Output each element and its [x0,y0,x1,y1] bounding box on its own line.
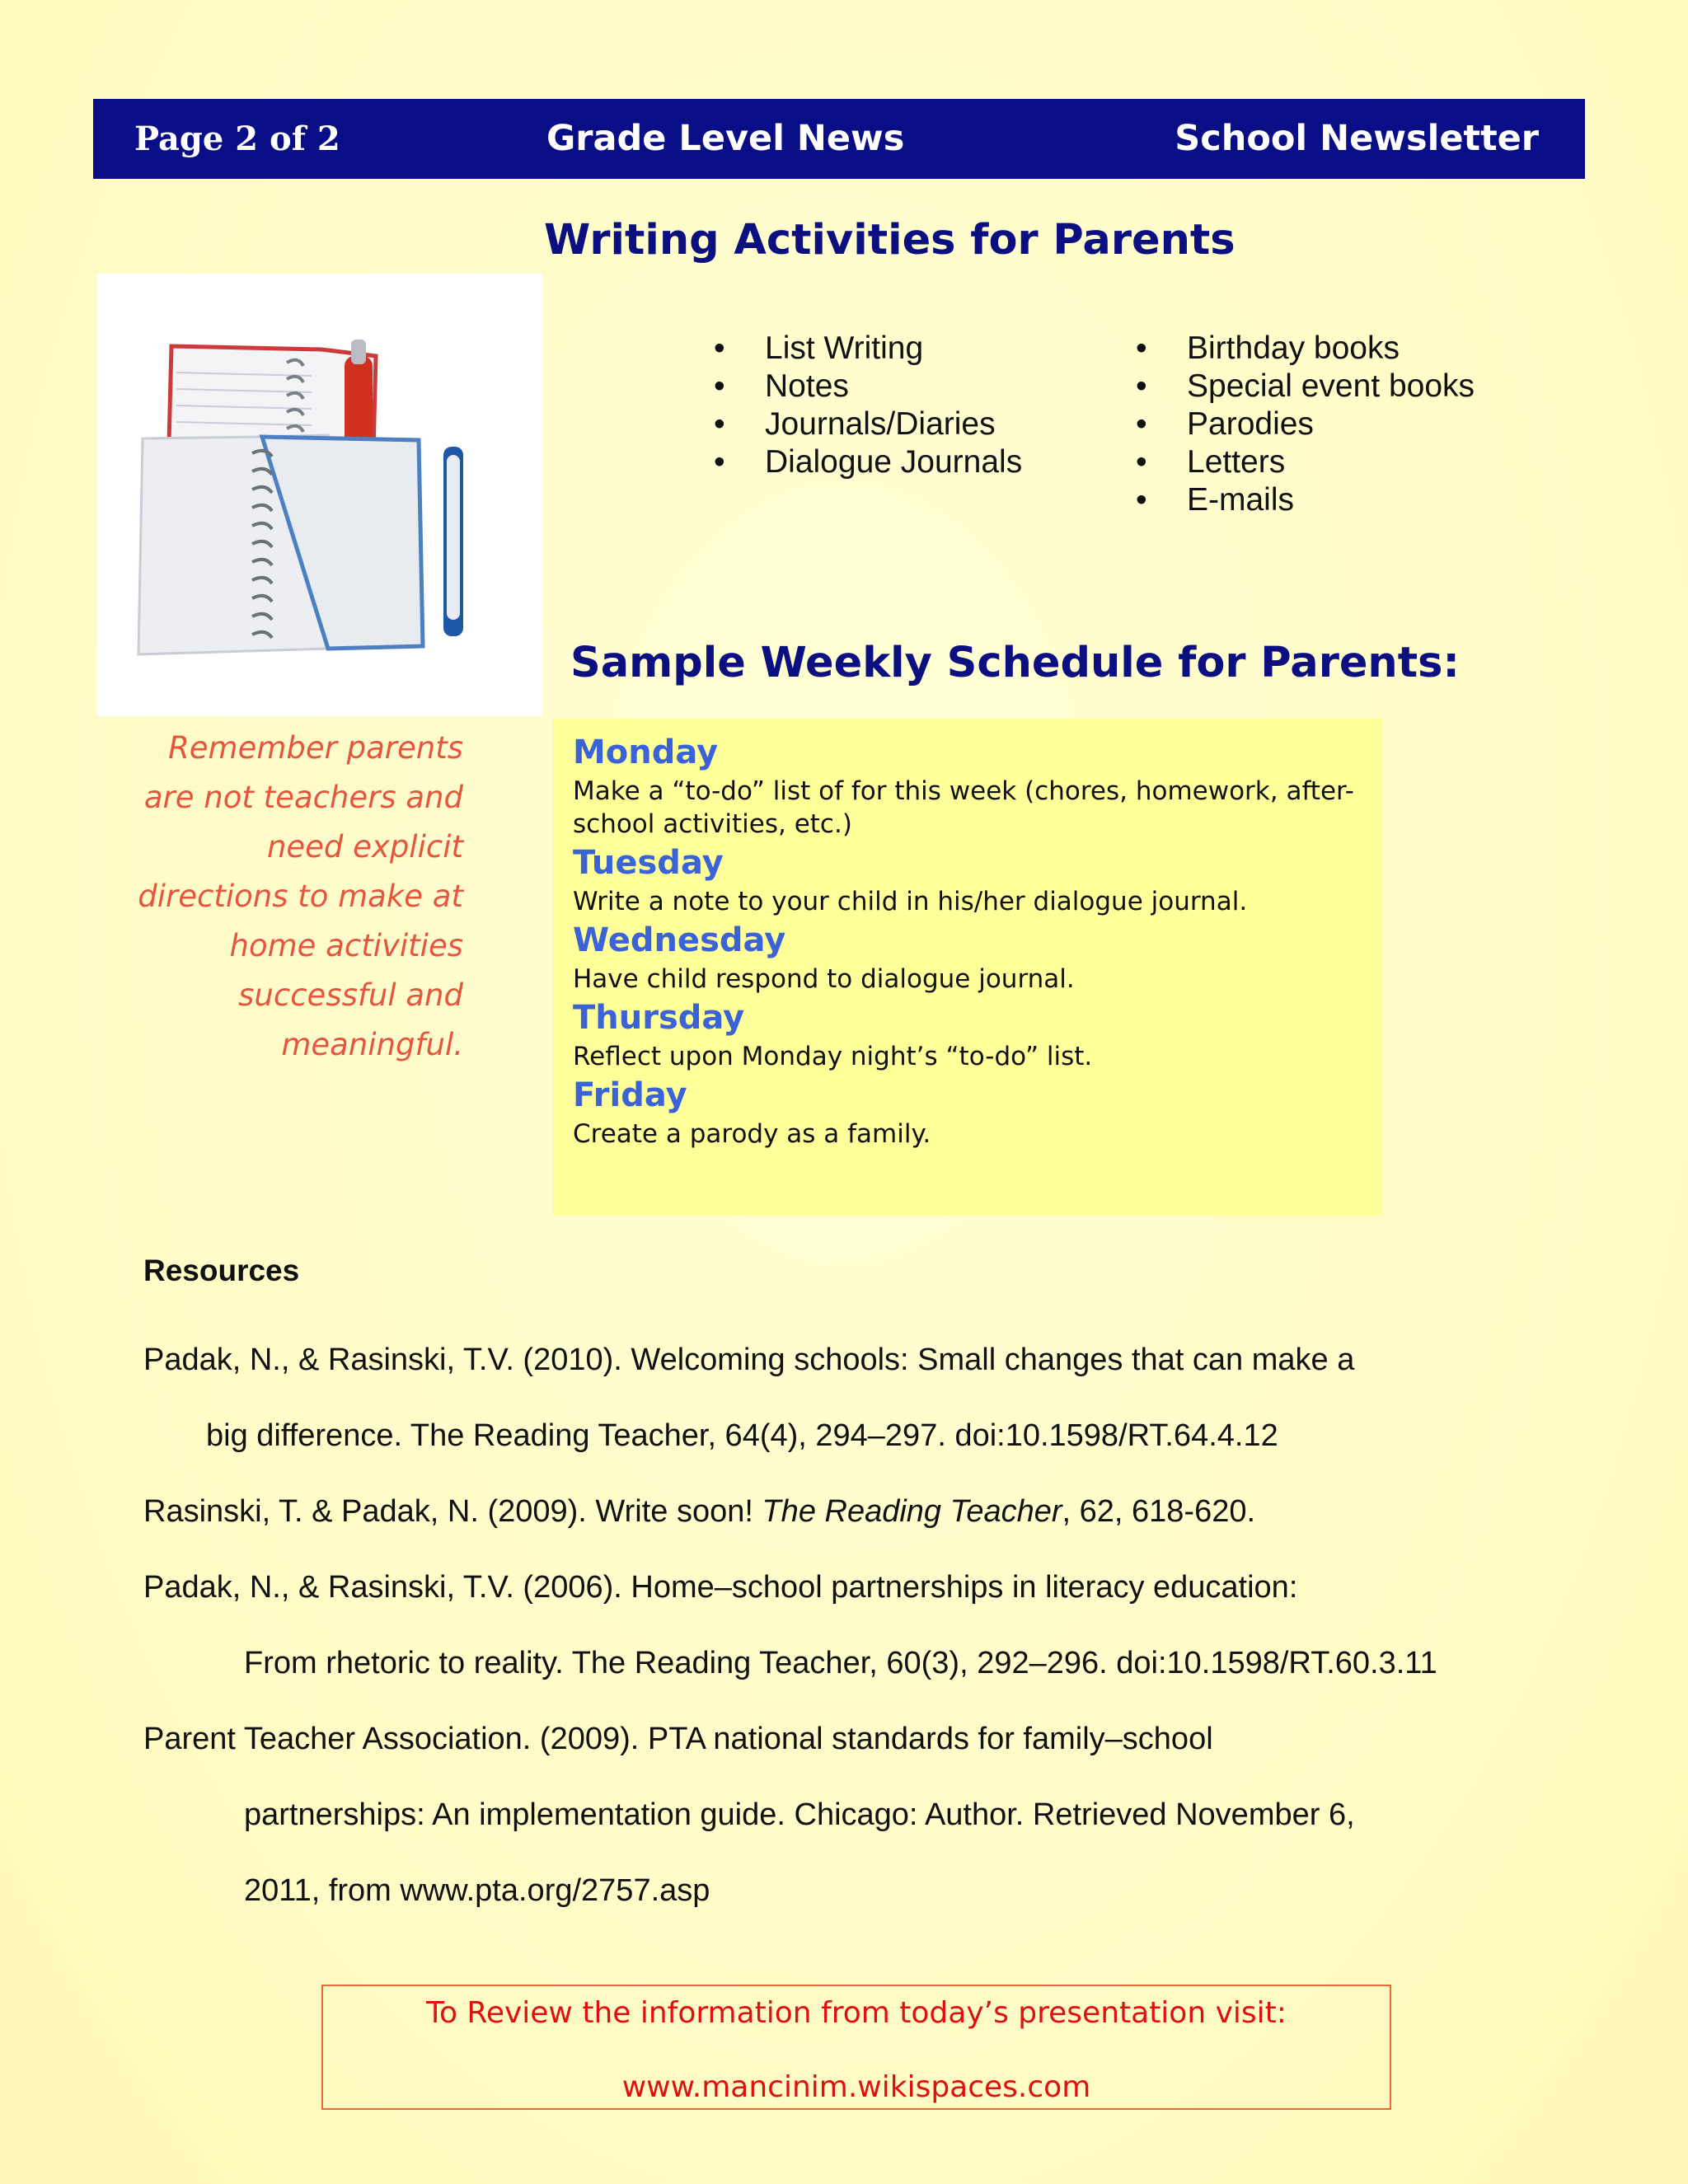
resources-section [143,1246,1611,1929]
reference-line: big difference. The Reading Teacher, 64(4), 294–297. doi:10.1598/RT.64.4.12 [206,1418,1278,1453]
page-number: Page 2 of 2 [134,120,340,158]
header-bar [93,99,1585,179]
day-thursday-text: Reflect upon Monday night’s “to-do” list. [573,1042,1093,1071]
schedule-title: Sample Weekly Schedule for Parents: [570,639,1460,687]
review-link[interactable]: www.mancinim.wikispaces.com [621,2070,1091,2104]
writing-activities-title: Writing Activities for Parents [544,216,1236,265]
section-title: Grade Level News [546,118,905,159]
newsletter-title: School Newsletter [1175,118,1539,159]
review-text: To Review the information from today’s presentation visit: [426,1996,1287,2030]
review-box [321,1985,1391,2110]
list-item: • E-mails [1136,482,1295,518]
day-wednesday-text: Have child respond to dialogue journal. [573,964,1075,994]
reference-line: Padak, N., & Rasinski, T.V. (2010). Welcoming schools: Small changes that can make a [143,1343,1355,1377]
reference-line: Parent Teacher Association. (2009). PTA national standards for family–school [143,1722,1213,1756]
list-item: • Parodies [1136,406,1314,442]
list-item: • Notes [714,368,849,404]
reference-line: Padak, N., & Rasinski, T.V. (2006). Home–school partnerships in literacy education: [143,1570,1298,1605]
list-item: • Journals/Diaries [714,406,996,442]
list-item: • Letters [1136,444,1286,480]
notebooks-photo [97,274,542,716]
reference-line: Rasinski, T. & Padak, N. (2009). Write soon! The Reading Teacher, 62, 618-620. [143,1494,1256,1529]
day-monday: Monday [573,733,719,771]
activities-list-right [1136,330,1475,519]
day-thursday: Thursday [573,999,745,1037]
resources-heading: Resources [143,1254,300,1287]
day-wednesday: Wednesday [573,921,786,959]
day-tuesday-text: Write a note to your child in his/her dialogue journal. [573,887,1248,916]
weekly-schedule-box [553,719,1383,1216]
day-friday-text: Create a parody as a family. [573,1119,931,1149]
list-item: • List Writing [714,330,924,366]
notebooks-illustration [97,274,542,716]
list-item: • Special event books [1136,368,1475,404]
activities-list-left [714,330,1022,481]
day-monday-text: Make a “to-do” list of for this week (chores, homework, after-school activities, etc.) [573,776,1354,839]
reference-line: partnerships: An implementation guide. Chicago: Author. Retrieved November 6, [244,1797,1355,1832]
pull-quote: Remember parents are not teachers and need explicit directions to make at home activities successful and meaningful. [138,730,463,1062]
day-tuesday: Tuesday [573,844,724,882]
reference-line: From rhetoric to reality. The Reading Teacher, 60(3), 292–296. doi:10.1598/RT.60.3.11 [244,1646,1437,1680]
day-friday: Friday [573,1076,687,1114]
reference-line: 2011, from www.pta.org/2757.asp [244,1873,710,1908]
list-item: • Birthday books [1136,330,1400,366]
list-item: • Dialogue Journals [714,444,1023,480]
